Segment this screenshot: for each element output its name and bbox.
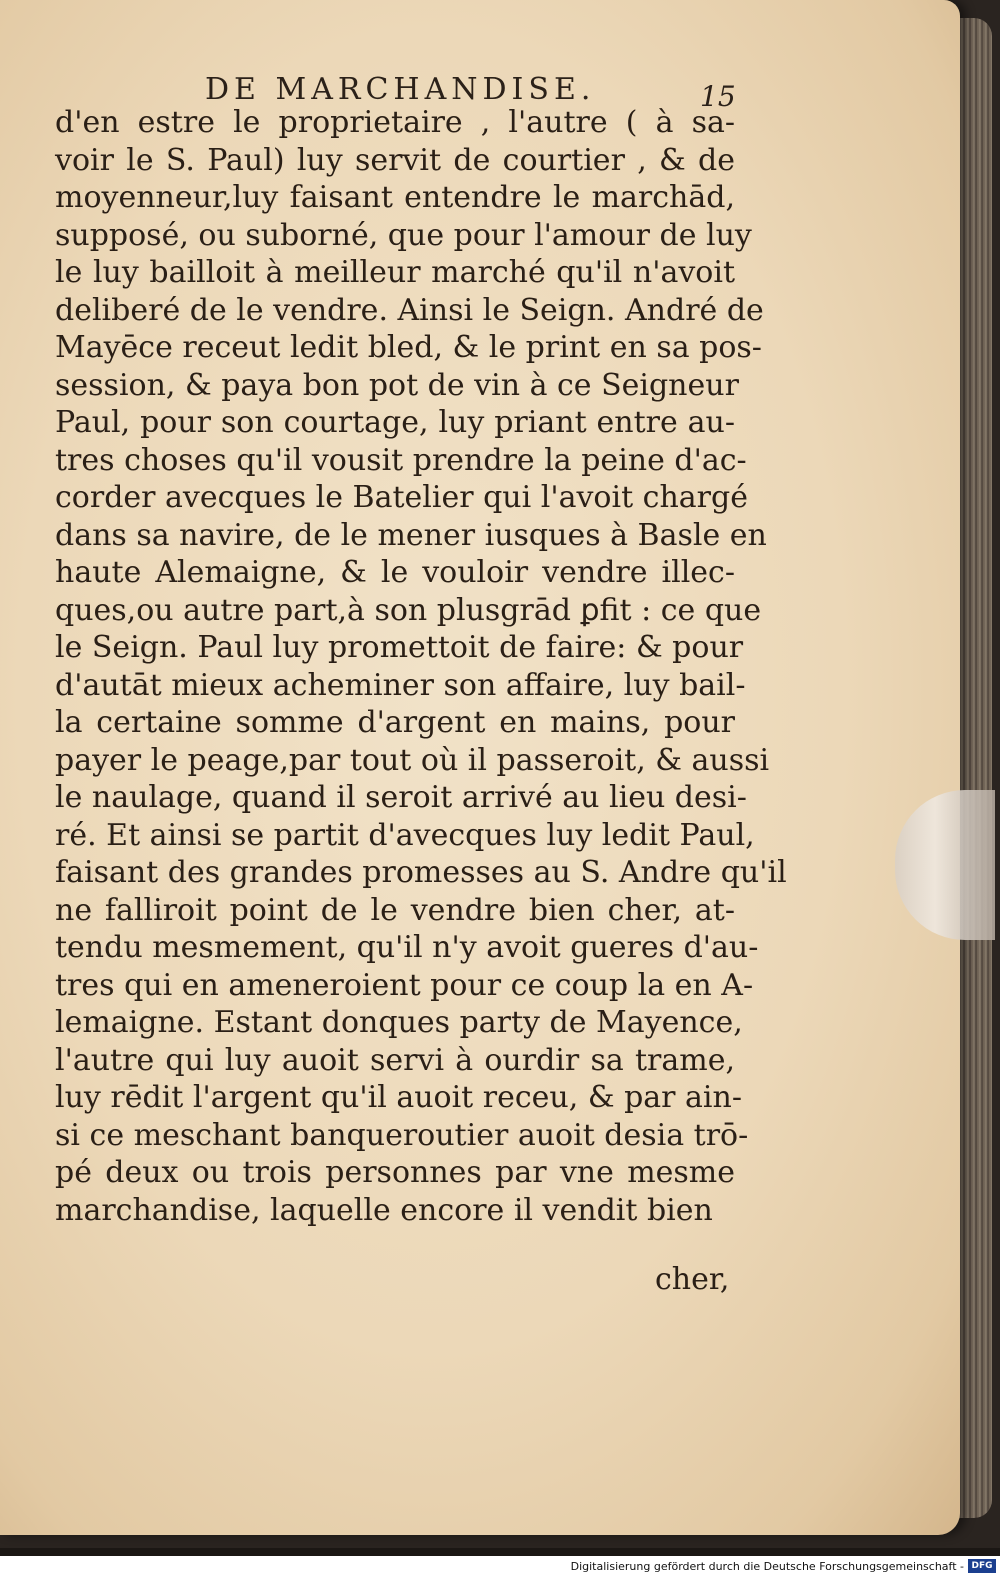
text-line: le Seign. Paul luy promettoit de faire: & pour — [55, 630, 744, 665]
text-line: ré. Et ainsi se partit d'avecques luy ledit Paul, — [55, 817, 755, 853]
running-title: DE MARCHANDISE. — [205, 72, 596, 107]
text-line: Mayēce receut ledit bled, & le print en sa pos- — [55, 330, 762, 365]
body-text — [55, 104, 787, 1229]
text-line: tres choses qu'il vousit prendre la peine d'ac- — [55, 442, 747, 478]
text-line: le naulage, quand il seroit arrivé au lieu desi- — [55, 780, 747, 815]
text-line: la certaine somme d'argent en mains, pour — [55, 705, 735, 740]
text-line: payer le peage,par tout où il passeroit, & aussi — [55, 742, 770, 778]
dfg-logo: DFG — [968, 1559, 996, 1573]
text-line: moyenneur,luy faisant entendre le marchād, — [55, 180, 735, 215]
text-line: l'autre qui luy auoit servi à ourdir sa trame, — [55, 1042, 735, 1078]
text-line: pé deux ou trois personnes par vne mesme — [55, 1155, 735, 1190]
credit-text: Digitalisierung gefördert durch die Deutsche Forschungsgemeinschaft - — [570, 1559, 964, 1573]
text-line: dans sa navire, de le mener iusques à Basle en — [55, 517, 767, 553]
text-line: deliberé de le vendre. Ainsi le Seign. André de — [55, 292, 764, 328]
text-line: tres qui en ameneroient pour ce coup la en A- — [55, 967, 754, 1003]
page-number: 15 — [700, 80, 736, 113]
text-line: d'en estre le proprietaire , l'autre ( à sa- — [55, 105, 735, 140]
text-line: tendu mesmement, qu'il n'y avoit gueres d'au- — [55, 930, 759, 965]
catchword: cher, — [655, 1262, 730, 1297]
text-line: ne falliroit point de le vendre bien cher, at- — [55, 892, 735, 928]
text-line: corder avecques le Batelier qui l'avoit chargé — [55, 480, 748, 515]
text-line: session, & paya bon pot de vin à ce Seigneur — [55, 367, 739, 403]
text-line: ques,ou autre part,à son plusgrād ꝑfit : ce que — [55, 592, 762, 628]
text-line: le luy bailloit à meilleur marché qu'il n'avoit — [55, 255, 735, 290]
text-line: d'autāt mieux acheminer son affaire, luy bail- — [55, 667, 746, 703]
text-line: haute Alemaigne, & le vouloir vendre illec- — [55, 555, 735, 590]
text-line: si ce meschant banqueroutier auoit desia trō- — [55, 1117, 749, 1153]
text-line: supposé, ou suborné, que pour l'amour de luy — [55, 217, 752, 253]
text-line: lemaigne. Estant donques party de Mayence, — [55, 1005, 743, 1040]
text-line: Paul, pour son courtage, luy priant entre au- — [55, 405, 735, 440]
text-line: luy rēdit l'argent qu'il auoit receu, & par ain- — [55, 1080, 742, 1115]
text-line: faisant des grandes promesses au S. Andre qu'il — [55, 855, 787, 890]
digitization-credit — [567, 1556, 1000, 1576]
text-line: marchandise, laquelle encore il vendit bien — [55, 1192, 713, 1228]
text-line: voir le S. Paul) luy servit de courtier , & de — [55, 142, 735, 178]
